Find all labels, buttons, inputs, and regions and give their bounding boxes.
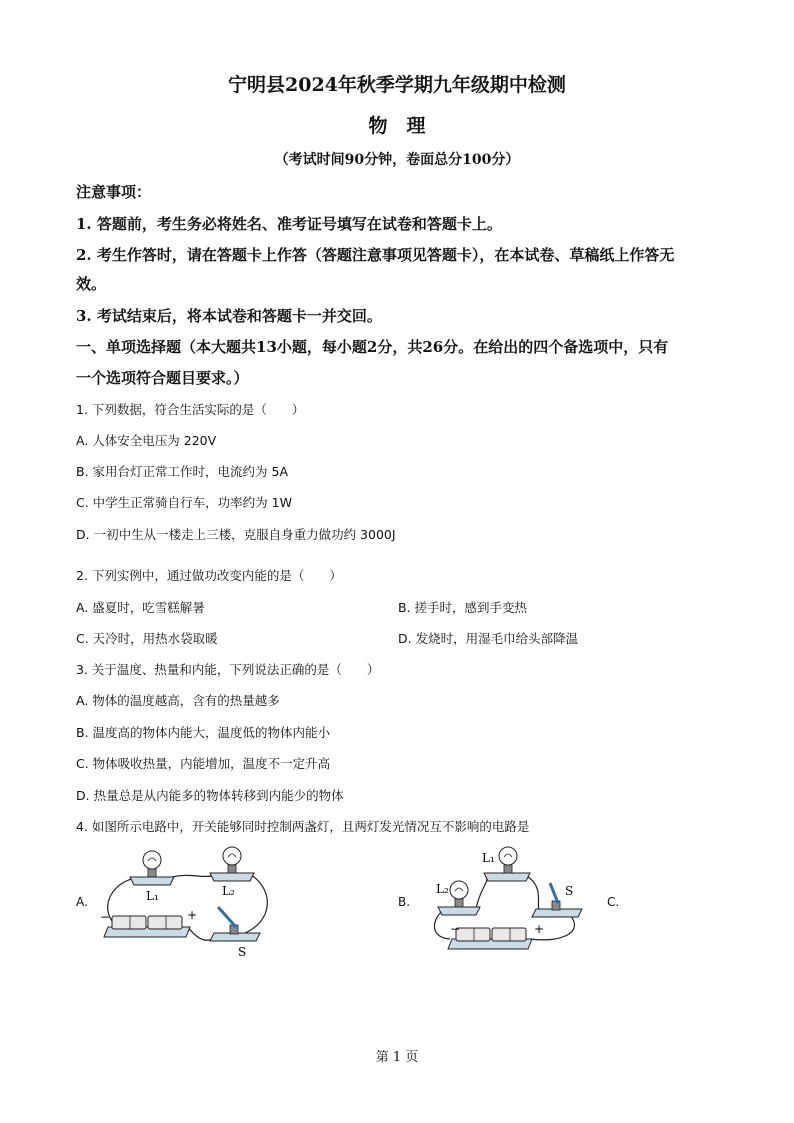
lamp-l1-icon <box>130 851 174 885</box>
q3-option-d: D. 热量总是从内能多的物体转移到内能少的物体 <box>76 788 344 803</box>
q4-option-b-label: B. <box>398 895 411 909</box>
q2-option-a: A. 盛夏时，吃雪糕解暑 <box>76 600 205 615</box>
lamp-l2-label: L₂ <box>222 884 235 898</box>
switch-s-label: S <box>565 884 574 898</box>
q2-option-d: D. 发烧时，用湿毛巾给头部降温 <box>398 631 579 646</box>
q4-option-a-label: A. <box>76 895 88 909</box>
note-item-1: 1. 答题前，考生务必将姓名、准考证号填写在试卷和答题卡上。 <box>76 215 502 233</box>
section-1-heading-line-2: 一个选项符合题目要求。） <box>76 369 249 387</box>
lamp-l2-label: L₂ <box>436 882 449 896</box>
wire <box>240 873 267 935</box>
switch-icon <box>210 907 260 941</box>
q1-option-a: A. 人体安全电压为 220V <box>76 433 217 448</box>
lamp-l1-label: L₁ <box>146 889 159 903</box>
q1-option-b: B. 家用台灯正常工作时，电流约为 5A <box>76 464 289 479</box>
q3-option-c: C. 物体吸收热量，内能增加，温度不一定升高 <box>76 756 331 771</box>
lamp-l2-icon <box>210 847 254 881</box>
wire <box>108 879 132 921</box>
circuit-figure-a <box>90 843 280 963</box>
q4-option-c-label: C. <box>607 895 620 909</box>
lamp-l1-label: L₁ <box>482 851 495 865</box>
wire <box>172 875 212 877</box>
page-number: 第 1 页 <box>375 1050 419 1065</box>
note-item-2-line-2: 效。 <box>76 275 107 293</box>
q4-stem: 4. 如图所示电路中，开关能够同时控制两盏灯，且两灯发光情况互不影响的电路是 <box>76 819 530 834</box>
wire <box>528 877 540 911</box>
q3-option-b: B. 温度高的物体内能大，温度低的物体内能小 <box>76 725 331 740</box>
q3-stem: 3. 关于温度、热量和内能，下列说法正确的是（ ） <box>76 662 380 677</box>
battery-icon <box>448 928 532 949</box>
battery-minus-label: − <box>100 910 111 924</box>
exam-title: 宁明县2024年秋季学期九年级期中检测 <box>228 74 566 96</box>
q1-option-c: C. 中学生正常骑自行车，功率约为 1W <box>76 495 292 510</box>
q2-option-b: B. 搓手时，感到手变热 <box>398 600 528 615</box>
wire <box>476 877 487 909</box>
switch-icon <box>532 883 582 917</box>
q2-stem: 2. 下列实例中，通过做功改变内能的是（ ） <box>76 568 342 583</box>
q1-option-d: D. 一初中生从一楼走上三楼，克服自身重力做功约 3000J <box>76 527 396 542</box>
notes-heading: 注意事项： <box>76 183 152 201</box>
subject-title: 物 理 <box>368 115 426 137</box>
note-item-2-line-1: 2. 考生作答时，请在答题卡上作答（答题注意事项见答题卡），在本试卷、草稿纸上作答无 <box>76 246 675 264</box>
q2-option-c: C. 天冷时，用热水袋取暖 <box>76 631 218 646</box>
q1-stem: 1. 下列数据，符合生活实际的是（ ） <box>76 402 305 417</box>
note-item-3: 3. 考试结束后，将本试卷和答题卡一并交回。 <box>76 307 382 325</box>
battery-plus-label: + <box>534 922 545 936</box>
battery-plus-label: + <box>187 908 198 922</box>
battery-icon <box>104 916 190 937</box>
switch-s-label: S <box>238 945 247 959</box>
battery-minus-label: − <box>450 922 461 936</box>
circuit-figure-b <box>420 843 600 963</box>
q3-option-a: A. 物体的温度越高，含有的热量越多 <box>76 693 280 708</box>
exam-info: （考试时间90分钟，卷面总分100分） <box>274 152 520 168</box>
section-1-heading-line-1: 一、单项选择题（本大题共13小题，每小题2分，共26分。在给出的四个备选项中，只有 <box>76 338 669 356</box>
